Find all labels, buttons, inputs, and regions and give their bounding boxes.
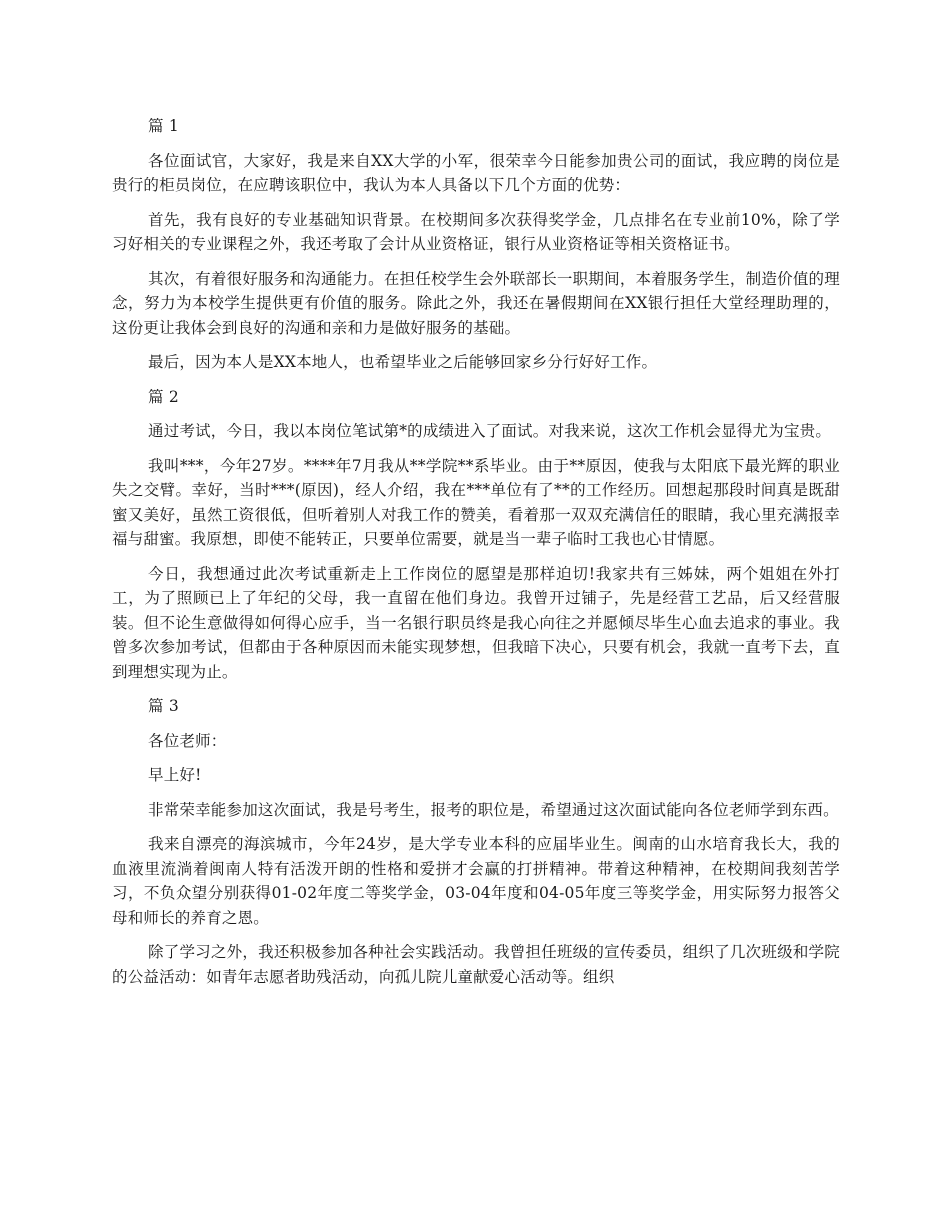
section-heading-2: 篇 2 [148,387,179,406]
paragraph: 其次，有着很好服务和沟通能力。在担任校学生会外联部长一职期间，本着服务学生，制造价值的理念，努力为本校学生提供更有价值的服务。除此之外，我还在暑假期间在XX银行担任大堂经理助理的，这份更让我体会到良好的沟通和亲和力是做好服务的基础。 [112,269,840,337]
paragraph: 除了学习之外，我还积极参加各种社会实践活动。我曾担任班级的宣传委员，组织了几次班级和学院的公益活动：如青年志愿者助残活动，向孤儿院儿童献爱心活动等。组织 [112,943,840,986]
document-page [112,114,840,999]
section-heading-3: 篇 3 [148,697,179,715]
paragraph: 我来自漂亮的海滨城市，今年24岁，是大学专业本科的应届毕业生。闽南的山水培育我长大，我的血液里流淌着闽南人特有活泼开朗的性格和爱拼才会赢的打拼精神。带着这种精神，在校期间我刻苦学习，不负众望分别获得01-02年度二等奖学金，03-04年度和04-05年度三等奖学金，用实际努力报答父母和师长的养育之恩。 [112,835,840,927]
salutation: 各位老师： [148,731,227,750]
section-heading-1: 篇 1 [148,117,179,135]
paragraph: 首先，我有良好的专业基础知识背景。在校期间多次获得奖学金，几点排名在专业前10%，除了学习好相关的专业课程之外，我还考取了会计从业资格证，银行从业资格证等相关资格证书。 [112,210,840,253]
paragraph: 各位面试官，大家好，我是来自XX大学的小军，很荣幸今日能参加贵公司的面试，我应聘的岗位是贵行的柜员岗位，在应聘该职位中，我认为本人具备以下几个方面的优势： [112,151,840,194]
paragraph: 最后，因为本人是XX本地人，也希望毕业之后能够回家乡分行好好工作。 [148,353,658,371]
paragraph: 非常荣幸能参加这次面试，我是号考生，报考的职位是，希望通过这次面试能向各位老师学到东西。 [148,800,839,819]
paragraph: 我叫***，今年27岁。****年7月我从**学院**系毕业。由于**原因，使我与太阳底下最光辉的职业失之交臂。幸好，当时***(原因)，经人介绍，我在***单位有了**的工作经历。回想起那段时间真是既甜蜜又美好，虽然工资很低，但听着别人对我工作的赞美，看着那一双双充满信任的眼睛，我心里充满报幸福与甜蜜。我原想，即使不能转正，只要单位需要，就是当一辈子临时工我也心甘情愿。 [112,456,840,548]
paragraph: 通过考试，今日，我以本岗位笔试第*的成绩进入了面试。对我来说，这次工作机会显得尤为宝贵。 [148,422,832,440]
paragraph: 今日，我想通过此次考试重新走上工作岗位的愿望是那样迫切!我家共有三姊妹，两个姐姐在外打工，为了照顾已上了年纪的父母，我一直留在他们身边。我曾开过铺子，先是经营工艺品，后又经营服装。但不论生意做得如何得心应手，当一名银行职员终是我心向往之并愿倾尽毕生心血去追求的事业。我曾多次参加考试，但都由于各种原因而未能实现梦想，但我暗下决心，只要有机会，我就一直考下去，直到理想实现为止。 [112,564,840,681]
greeting: 早上好! [148,766,202,784]
